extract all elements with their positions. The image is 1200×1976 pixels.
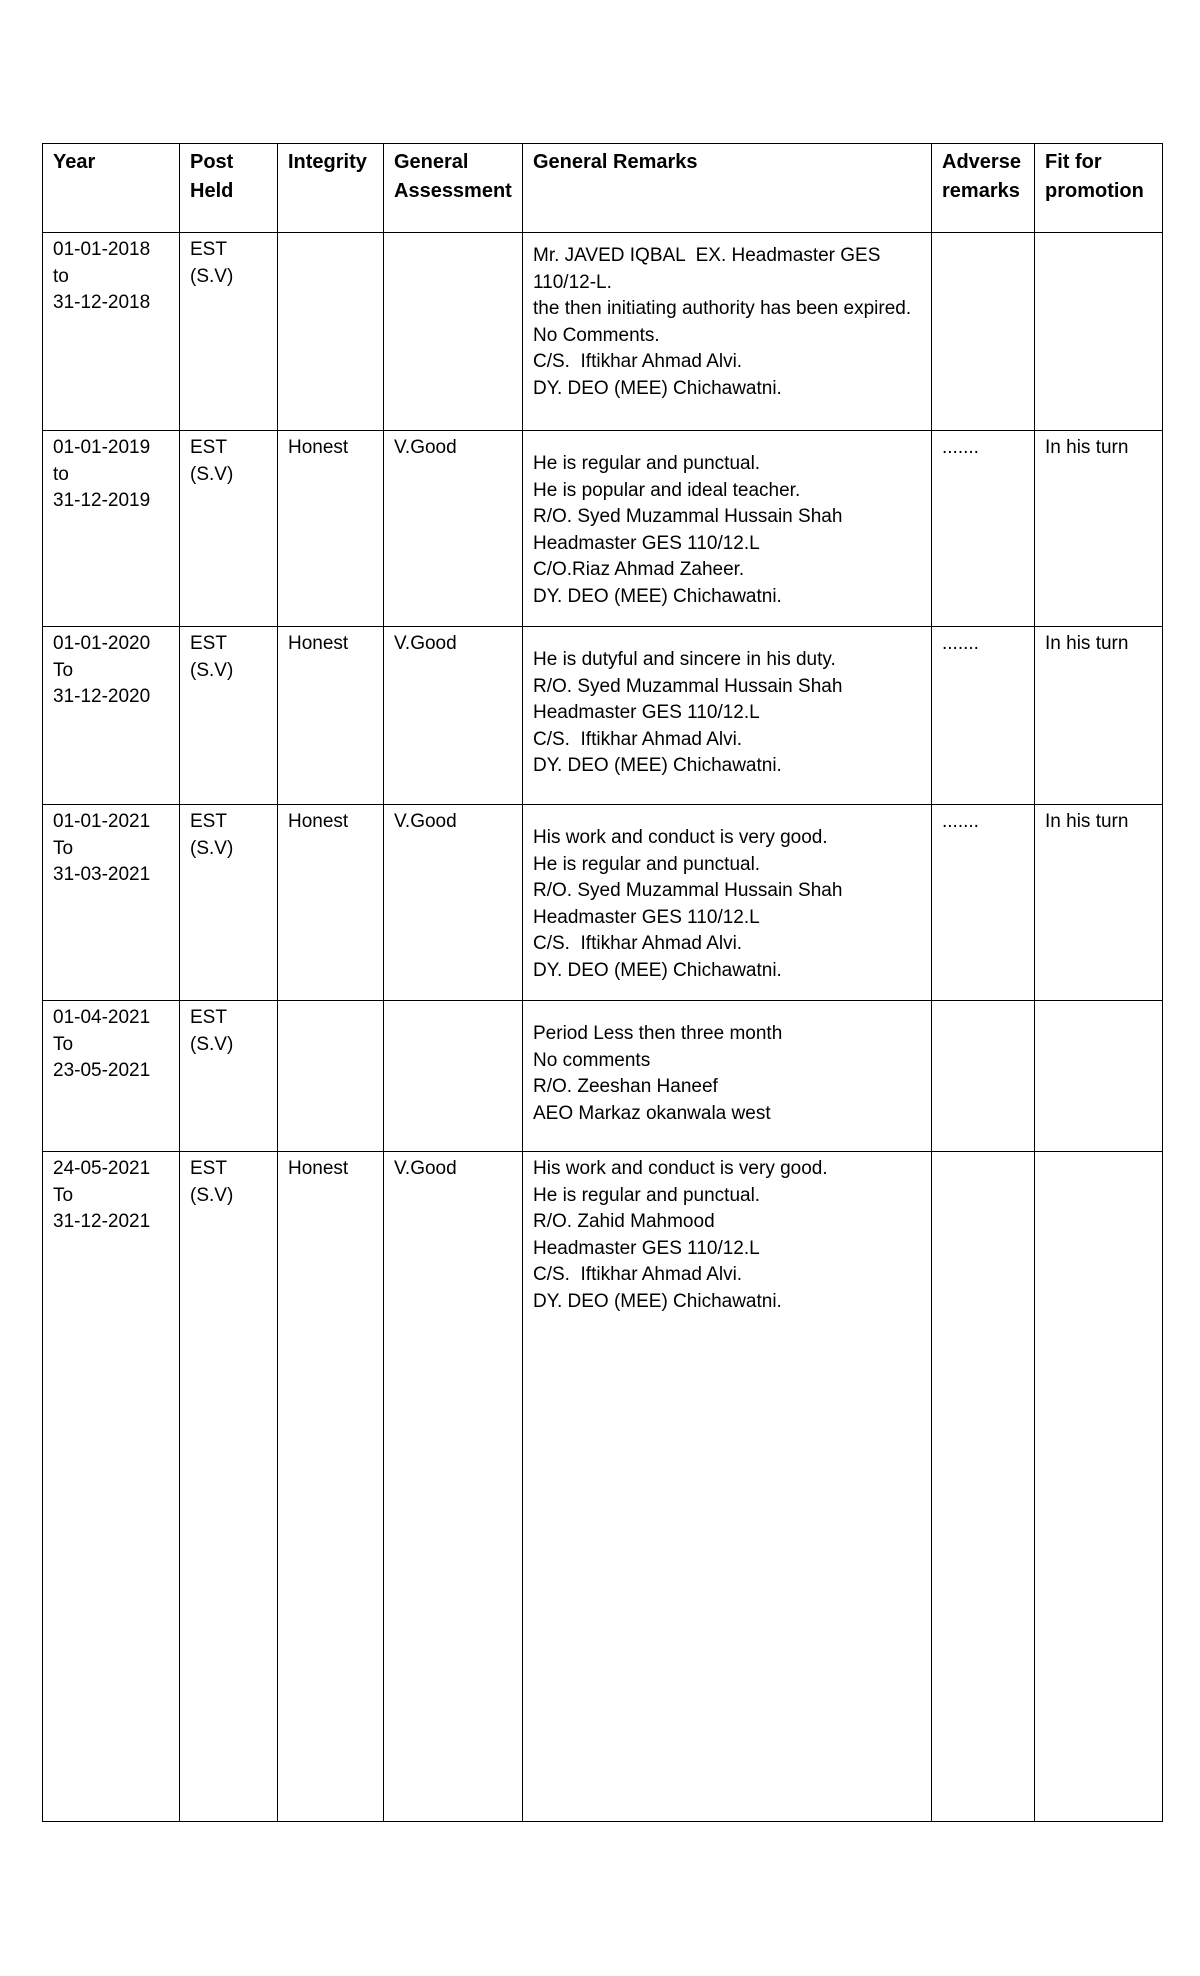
cell-general-assessment: V.Good <box>384 627 523 805</box>
remark-line: His work and conduct is very good. <box>533 1158 828 1179</box>
year-start: 01-04-2021 <box>53 1007 151 1028</box>
cell-year <box>43 1001 180 1152</box>
year-to: To <box>53 837 74 859</box>
remark-line: Headmaster GES 110/12.L <box>533 1237 760 1259</box>
cell-general-assessment: V.Good <box>384 431 523 627</box>
cell-adverse-remarks: ....... <box>932 627 1035 805</box>
remark-line: DY. DEO (MEE) Chichawatni. <box>533 585 782 607</box>
remark-line: R/O. Zeeshan Haneef <box>533 1076 718 1098</box>
header-general-assessment: General Assessment <box>384 144 523 233</box>
cell-fit-for-promotion: In his turn <box>1035 627 1163 805</box>
remark-line: No Comments. <box>533 324 660 346</box>
remark-line: DY. DEO (MEE) Chichawatni. <box>533 377 782 399</box>
table-row <box>43 1152 1163 1822</box>
table-row <box>43 805 1163 1001</box>
cell-fit-for-promotion <box>1035 233 1163 431</box>
cell-integrity: Honest <box>278 805 384 1001</box>
cell-adverse-remarks: ....... <box>932 431 1035 627</box>
cell-general-assessment: V.Good <box>384 805 523 1001</box>
cell-general-remarks <box>523 431 932 627</box>
cell-post-held: EST (S.V) <box>180 233 278 431</box>
cell-integrity: Honest <box>278 1152 384 1822</box>
cell-integrity: Honest <box>278 627 384 805</box>
remark-line: R/O. Zahid Mahmood <box>533 1211 715 1233</box>
remark-line: He is regular and punctual. <box>533 853 761 875</box>
remark-line: DY. DEO (MEE) Chichawatni. <box>533 755 782 777</box>
table-row <box>43 1001 1163 1152</box>
year-end: 31-12-2020 <box>53 686 151 708</box>
cell-fit-for-promotion: In his turn <box>1035 431 1163 627</box>
cell-fit-for-promotion: In his turn <box>1035 805 1163 1001</box>
table-row <box>43 233 1163 431</box>
year-to: to <box>53 463 69 485</box>
header-row <box>43 144 1163 233</box>
remark-line: Period Less then three month <box>533 1023 783 1044</box>
table-row <box>43 627 1163 805</box>
year-end: 31-12-2021 <box>53 1211 151 1233</box>
cell-general-remarks <box>523 1001 932 1152</box>
cell-adverse-remarks: ....... <box>932 805 1035 1001</box>
cell-general-remarks <box>523 627 932 805</box>
cell-post-held: EST (S.V) <box>180 805 278 1001</box>
year-to: To <box>53 1184 74 1206</box>
service-record-table <box>42 143 1163 1822</box>
year-end: 31-12-2019 <box>53 490 151 512</box>
cell-integrity <box>278 1001 384 1152</box>
year-end: 31-03-2021 <box>53 864 151 886</box>
cell-year <box>43 805 180 1001</box>
remark-line: C/S. Iftikhar Ahmad Alvi. <box>533 1264 743 1286</box>
remark-line: He is dutyful and sincere in his duty. <box>533 649 836 670</box>
remark-line: R/O. Syed Muzammal Hussain Shah <box>533 506 843 528</box>
cell-general-assessment <box>384 1001 523 1152</box>
cell-year <box>43 1152 180 1822</box>
cell-fit-for-promotion <box>1035 1001 1163 1152</box>
cell-year <box>43 431 180 627</box>
cell-year <box>43 627 180 805</box>
year-start: 01-01-2018 <box>53 239 151 260</box>
header-adverse-remarks: Adverse remarks <box>932 144 1035 233</box>
year-to: to <box>53 265 69 287</box>
remark-line: He is regular and punctual. <box>533 1184 761 1206</box>
remark-line: DY. DEO (MEE) Chichawatni. <box>533 959 782 981</box>
remark-line: DY. DEO (MEE) Chichawatni. <box>533 1290 782 1312</box>
cell-post-held: EST (S.V) <box>180 1152 278 1822</box>
cell-adverse-remarks <box>932 1001 1035 1152</box>
remark-line: C/S. Iftikhar Ahmad Alvi. <box>533 933 743 955</box>
header-general-remarks: General Remarks <box>523 144 932 233</box>
year-to: To <box>53 1033 74 1055</box>
cell-general-assessment <box>384 233 523 431</box>
header-post-held: Post Held <box>180 144 278 233</box>
remark-line: He is popular and ideal teacher. <box>533 479 801 501</box>
cell-general-assessment: V.Good <box>384 1152 523 1822</box>
header-integrity: Integrity <box>278 144 384 233</box>
header-fit-for-promotion: Fit for promotion <box>1035 144 1163 233</box>
remark-line: Headmaster GES 110/12.L <box>533 906 760 928</box>
year-start: 01-01-2021 <box>53 811 151 832</box>
remark-line: Headmaster GES 110/12.L <box>533 532 760 554</box>
year-end: 31-12-2018 <box>53 292 151 314</box>
remark-line: R/O. Syed Muzammal Hussain Shah <box>533 675 843 697</box>
remark-line: No comments <box>533 1049 651 1071</box>
cell-integrity: Honest <box>278 431 384 627</box>
remark-line: R/O. Syed Muzammal Hussain Shah <box>533 880 843 902</box>
remark-line: C/S. Iftikhar Ahmad Alvi. <box>533 728 743 750</box>
cell-post-held: EST (S.V) <box>180 627 278 805</box>
cell-general-remarks <box>523 1152 932 1822</box>
remark-line: the then initiating authority has been expired. <box>533 298 912 320</box>
year-start: 24-05-2021 <box>53 1158 151 1179</box>
cell-adverse-remarks <box>932 1152 1035 1822</box>
cell-post-held: EST (S.V) <box>180 431 278 627</box>
cell-general-remarks <box>523 805 932 1001</box>
remark-line: AEO Markaz okanwala west <box>533 1102 771 1124</box>
table-row <box>43 431 1163 627</box>
cell-post-held: EST (S.V) <box>180 1001 278 1152</box>
remark-line: C/S. Iftikhar Ahmad Alvi. <box>533 351 743 373</box>
remark-line: C/O.Riaz Ahmad Zaheer. <box>533 559 745 581</box>
remark-line: Mr. JAVED IQBAL EX. Headmaster GES 110/12-L. <box>533 245 886 293</box>
remark-line: He is regular and punctual. <box>533 453 761 474</box>
remark-line: Headmaster GES 110/12.L <box>533 702 760 724</box>
remark-line: His work and conduct is very good. <box>533 827 828 848</box>
cell-adverse-remarks <box>932 233 1035 431</box>
year-to: To <box>53 659 74 681</box>
header-year: Year <box>43 144 180 233</box>
cell-general-remarks <box>523 233 932 431</box>
cell-fit-for-promotion <box>1035 1152 1163 1822</box>
year-start: 01-01-2020 <box>53 633 151 654</box>
year-end: 23-05-2021 <box>53 1060 151 1082</box>
year-start: 01-01-2019 <box>53 437 151 458</box>
cell-integrity <box>278 233 384 431</box>
cell-year <box>43 233 180 431</box>
